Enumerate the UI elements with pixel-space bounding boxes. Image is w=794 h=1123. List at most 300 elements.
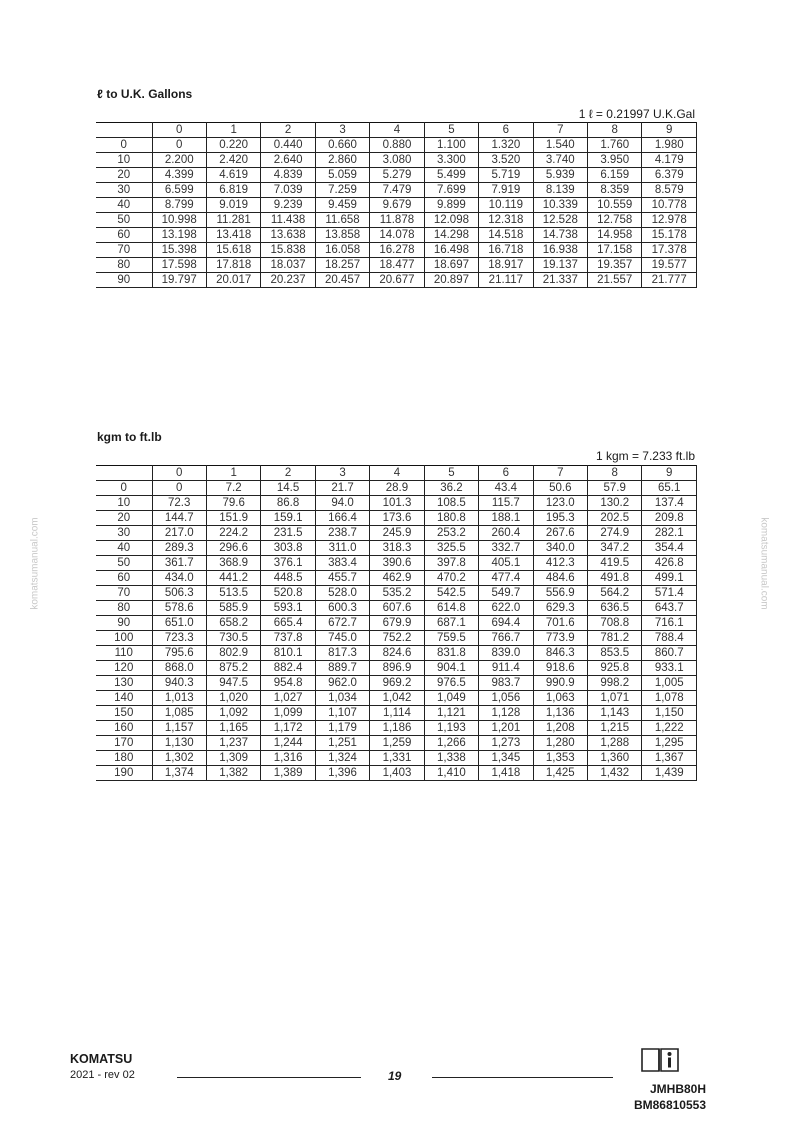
table-cell: 43.4 (479, 481, 533, 496)
table-cell: 426.8 (642, 556, 697, 571)
table-cell: 593.1 (261, 601, 315, 616)
column-header: 4 (370, 466, 424, 481)
table-cell: 144.7 (152, 511, 206, 526)
table-cell: 4.619 (206, 168, 260, 183)
table-cell: 253.2 (424, 526, 478, 541)
table-cell: 15.178 (642, 228, 697, 243)
table-cell: 6.599 (152, 183, 206, 198)
table-cell: 10.339 (533, 198, 587, 213)
book-info-icon (640, 1046, 682, 1074)
table-cell: 21.117 (479, 273, 533, 288)
table-cell: 296.6 (206, 541, 260, 556)
table-cell: 1,302 (152, 751, 206, 766)
table-cell: 9.019 (206, 198, 260, 213)
table-cell: 1,410 (424, 766, 478, 781)
table-cell: 21.7 (315, 481, 369, 496)
table-cell: 1,150 (642, 706, 697, 721)
table-cell: 1,439 (642, 766, 697, 781)
table-cell: 130.2 (588, 496, 642, 511)
table-cell: 5.059 (315, 168, 369, 183)
table-cell: 9.459 (315, 198, 369, 213)
table-cell: 1.540 (533, 138, 587, 153)
table-cell: 245.9 (370, 526, 424, 541)
table-cell: 16.058 (315, 243, 369, 258)
table-row (96, 138, 697, 153)
table-cell: 860.7 (642, 646, 697, 661)
table-cell: 0 (152, 481, 206, 496)
table-cell: 166.4 (315, 511, 369, 526)
table-cell: 499.1 (642, 571, 697, 586)
table-cell: 180.8 (424, 511, 478, 526)
footer-rule-right (432, 1077, 613, 1078)
row-header: 50 (96, 213, 152, 228)
table-cell: 5.279 (370, 168, 424, 183)
table-cell: 1,432 (588, 766, 642, 781)
table-cell: 340.0 (533, 541, 587, 556)
table-cell: 3.950 (588, 153, 642, 168)
table-cell: 998.2 (588, 676, 642, 691)
table-cell: 0.440 (261, 138, 315, 153)
table-cell: 14.298 (424, 228, 478, 243)
table-cell: 390.6 (370, 556, 424, 571)
table-cell: 101.3 (370, 496, 424, 511)
table-cell: 347.2 (588, 541, 642, 556)
table-cell: 195.3 (533, 511, 587, 526)
column-header: 3 (315, 466, 369, 481)
table-cell: 224.2 (206, 526, 260, 541)
table-cell: 0.880 (370, 138, 424, 153)
table-cell: 11.658 (315, 213, 369, 228)
table-cell: 701.6 (533, 616, 587, 631)
table-cell: 18.257 (315, 258, 369, 273)
row-header: 120 (96, 661, 152, 676)
table-cell: 19.137 (533, 258, 587, 273)
table-row (96, 706, 697, 721)
table-cell: 846.3 (533, 646, 587, 661)
table-cell: 462.9 (370, 571, 424, 586)
table-cell: 354.4 (642, 541, 697, 556)
table-cell: 16.278 (370, 243, 424, 258)
row-header: 80 (96, 258, 152, 273)
table-cell: 3.080 (370, 153, 424, 168)
table-row (96, 183, 697, 198)
column-header: 6 (479, 466, 533, 481)
table-cell: 1,324 (315, 751, 369, 766)
table-cell: 1,367 (642, 751, 697, 766)
table-cell: 13.198 (152, 228, 206, 243)
table-cell: 889.7 (315, 661, 369, 676)
table-cell: 5.719 (479, 168, 533, 183)
table-cell: 123.0 (533, 496, 587, 511)
table-cell: 636.5 (588, 601, 642, 616)
table-cell: 14.738 (533, 228, 587, 243)
table-cell: 687.1 (424, 616, 478, 631)
table-cell: 8.359 (588, 183, 642, 198)
table-cell: 1,020 (206, 691, 260, 706)
row-header: 190 (96, 766, 152, 781)
table-cell: 1.100 (424, 138, 478, 153)
table-cell: 1,114 (370, 706, 424, 721)
column-header: 1 (206, 123, 260, 138)
table-cell: 535.2 (370, 586, 424, 601)
table-cell: 325.5 (424, 541, 478, 556)
table-cell: 376.1 (261, 556, 315, 571)
table-cell: 1,099 (261, 706, 315, 721)
table-cell: 520.8 (261, 586, 315, 601)
table-cell: 1,034 (315, 691, 369, 706)
table-cell: 1,280 (533, 736, 587, 751)
table-cell: 19.797 (152, 273, 206, 288)
footer-revision: 2021 - rev 02 (70, 1069, 135, 1081)
table-cell: 1.980 (642, 138, 697, 153)
row-header: 140 (96, 691, 152, 706)
column-header: 0 (152, 466, 206, 481)
table-cell: 20.677 (370, 273, 424, 288)
header-corner-cell (96, 123, 152, 138)
table-cell: 115.7 (479, 496, 533, 511)
table-cell: 57.9 (588, 481, 642, 496)
table-cell: 419.5 (588, 556, 642, 571)
table-cell: 8.139 (533, 183, 587, 198)
table-cell: 231.5 (261, 526, 315, 541)
part-number: BM86810553 (633, 1098, 706, 1112)
table-cell: 933.1 (642, 661, 697, 676)
table-cell: 1,309 (206, 751, 260, 766)
table-cell: 1,403 (370, 766, 424, 781)
table-cell: 990.9 (533, 676, 587, 691)
table-cell: 766.7 (479, 631, 533, 646)
table-cell: 15.618 (206, 243, 260, 258)
row-header: 180 (96, 751, 152, 766)
table-cell: 1,172 (261, 721, 315, 736)
table-cell: 622.0 (479, 601, 533, 616)
table-cell: 802.9 (206, 646, 260, 661)
table-cell: 1,259 (370, 736, 424, 751)
table-cell: 332.7 (479, 541, 533, 556)
table-cell: 11.878 (370, 213, 424, 228)
table-cell: 455.7 (315, 571, 369, 586)
column-header: 7 (533, 466, 587, 481)
table-cell: 14.5 (261, 481, 315, 496)
row-header: 40 (96, 198, 152, 213)
table-cell: 904.1 (424, 661, 478, 676)
table-cell: 1,208 (533, 721, 587, 736)
table-cell: 318.3 (370, 541, 424, 556)
table-cell: 896.9 (370, 661, 424, 676)
table-cell: 1,165 (206, 721, 260, 736)
table-cell: 868.0 (152, 661, 206, 676)
table-cell: 1,251 (315, 736, 369, 751)
table-cell: 679.9 (370, 616, 424, 631)
table-cell: 1,288 (588, 736, 642, 751)
table-cell: 470.2 (424, 571, 478, 586)
header-corner-cell (96, 466, 152, 481)
row-header: 90 (96, 273, 152, 288)
table-cell: 159.1 (261, 511, 315, 526)
table-cell: 513.5 (206, 586, 260, 601)
table-cell: 18.917 (479, 258, 533, 273)
column-header: 4 (370, 123, 424, 138)
table-cell: 17.598 (152, 258, 206, 273)
table-cell: 1.320 (479, 138, 533, 153)
row-header: 170 (96, 736, 152, 751)
table-cell: 368.9 (206, 556, 260, 571)
row-header: 0 (96, 138, 152, 153)
table-cell: 20.457 (315, 273, 369, 288)
table-cell: 665.4 (261, 616, 315, 631)
table-cell: 578.6 (152, 601, 206, 616)
table-cell: 108.5 (424, 496, 478, 511)
table-cell: 781.2 (588, 631, 642, 646)
table-cell: 976.5 (424, 676, 478, 691)
table-cell: 405.1 (479, 556, 533, 571)
table-cell: 983.7 (479, 676, 533, 691)
column-header: 0 (152, 123, 206, 138)
table-row (96, 168, 697, 183)
row-header: 20 (96, 168, 152, 183)
column-header: 8 (588, 123, 642, 138)
table-cell: 1,338 (424, 751, 478, 766)
table-row (96, 751, 697, 766)
table-cell: 1,063 (533, 691, 587, 706)
row-header: 70 (96, 243, 152, 258)
page-number: 19 (388, 1069, 402, 1083)
column-header: 9 (642, 466, 697, 481)
table-cell: 477.4 (479, 571, 533, 586)
table-cell: 788.4 (642, 631, 697, 646)
table-cell: 303.8 (261, 541, 315, 556)
table-row (96, 556, 697, 571)
table-cell: 629.3 (533, 601, 587, 616)
table-cell: 1,316 (261, 751, 315, 766)
table-cell: 1,389 (261, 766, 315, 781)
table-cell: 441.2 (206, 571, 260, 586)
table-cell: 274.9 (588, 526, 642, 541)
table-cell: 1,345 (479, 751, 533, 766)
table-cell: 585.9 (206, 601, 260, 616)
table-cell: 7.259 (315, 183, 369, 198)
table-cell: 940.3 (152, 676, 206, 691)
table-cell: 12.098 (424, 213, 478, 228)
table-cell: 12.318 (479, 213, 533, 228)
table-cell: 2.860 (315, 153, 369, 168)
table-cell: 1,042 (370, 691, 424, 706)
table-cell: 1,273 (479, 736, 533, 751)
table-cell: 1,425 (533, 766, 587, 781)
table-cell: 10.559 (588, 198, 642, 213)
table-row (96, 213, 697, 228)
table-cell: 6.819 (206, 183, 260, 198)
table-cell: 831.8 (424, 646, 478, 661)
table-cell: 795.6 (152, 646, 206, 661)
table-cell: 1,215 (588, 721, 642, 736)
table-row (96, 646, 697, 661)
table-cell: 16.498 (424, 243, 478, 258)
table-cell: 1,078 (642, 691, 697, 706)
table-cell: 853.5 (588, 646, 642, 661)
table-cell: 14.518 (479, 228, 533, 243)
table-cell: 1,331 (370, 751, 424, 766)
table-cell: 1,121 (424, 706, 478, 721)
table-cell: 1,005 (642, 676, 697, 691)
table-cell: 571.4 (642, 586, 697, 601)
table-cell: 2.640 (261, 153, 315, 168)
table-cell: 1,295 (642, 736, 697, 751)
kgm-conversion-table (96, 465, 697, 781)
table-cell: 1,128 (479, 706, 533, 721)
table-cell: 1,396 (315, 766, 369, 781)
table-cell: 3.740 (533, 153, 587, 168)
table-cell: 10.119 (479, 198, 533, 213)
table-row (96, 691, 697, 706)
table-cell: 9.899 (424, 198, 478, 213)
table-cell: 13.418 (206, 228, 260, 243)
table-row (96, 198, 697, 213)
table-row (96, 511, 697, 526)
table-cell: 1,353 (533, 751, 587, 766)
table-cell: 730.5 (206, 631, 260, 646)
table-cell: 1,013 (152, 691, 206, 706)
table-cell: 412.3 (533, 556, 587, 571)
table-cell: 21.777 (642, 273, 697, 288)
table-cell: 4.179 (642, 153, 697, 168)
table-cell: 506.3 (152, 586, 206, 601)
row-header: 130 (96, 676, 152, 691)
table-cell: 745.0 (315, 631, 369, 646)
row-header: 20 (96, 511, 152, 526)
table-cell: 2.200 (152, 153, 206, 168)
table-cell: 1,201 (479, 721, 533, 736)
table-cell: 15.398 (152, 243, 206, 258)
table-cell: 1,266 (424, 736, 478, 751)
table-cell: 549.7 (479, 586, 533, 601)
footer-rule-left (177, 1077, 361, 1078)
table-header-row (96, 466, 697, 481)
table-row (96, 571, 697, 586)
table-cell: 19.357 (588, 258, 642, 273)
table-cell: 65.1 (642, 481, 697, 496)
gallons-conversion-table (96, 122, 697, 288)
table-cell: 9.239 (261, 198, 315, 213)
column-header: 5 (424, 466, 478, 481)
table-cell: 1,374 (152, 766, 206, 781)
column-header: 7 (533, 123, 587, 138)
table-cell: 7.479 (370, 183, 424, 198)
document-code: JMHB80H (649, 1082, 706, 1096)
table-cell: 1,244 (261, 736, 315, 751)
table-cell: 1,130 (152, 736, 206, 751)
table-cell: 607.6 (370, 601, 424, 616)
table-row (96, 721, 697, 736)
table-cell: 824.6 (370, 646, 424, 661)
table-cell: 10.998 (152, 213, 206, 228)
row-header: 0 (96, 481, 152, 496)
table-row (96, 766, 697, 781)
row-header: 150 (96, 706, 152, 721)
table-cell: 202.5 (588, 511, 642, 526)
table-cell: 16.718 (479, 243, 533, 258)
table-cell: 20.017 (206, 273, 260, 288)
table-cell: 21.337 (533, 273, 587, 288)
table-cell: 528.0 (315, 586, 369, 601)
table-cell: 672.7 (315, 616, 369, 631)
table-cell: 875.2 (206, 661, 260, 676)
table-cell: 614.8 (424, 601, 478, 616)
table-cell: 14.078 (370, 228, 424, 243)
table-cell: 8.799 (152, 198, 206, 213)
table-cell: 19.577 (642, 258, 697, 273)
table-cell: 962.0 (315, 676, 369, 691)
table-cell: 28.9 (370, 481, 424, 496)
table-cell: 491.8 (588, 571, 642, 586)
row-header: 70 (96, 586, 152, 601)
table-cell: 238.7 (315, 526, 369, 541)
table-cell: 173.6 (370, 511, 424, 526)
table-cell: 484.6 (533, 571, 587, 586)
gallons-conversion-ratio: 1 ℓ = 0.21997 U.K.Gal (578, 107, 695, 121)
table-cell: 86.8 (261, 496, 315, 511)
table-cell: 5.939 (533, 168, 587, 183)
column-header: 6 (479, 123, 533, 138)
table-cell: 7.039 (261, 183, 315, 198)
table-cell: 397.8 (424, 556, 478, 571)
table-cell: 17.818 (206, 258, 260, 273)
column-header: 9 (642, 123, 697, 138)
table-cell: 72.3 (152, 496, 206, 511)
table-row (96, 631, 697, 646)
table-row (96, 661, 697, 676)
table-cell: 282.1 (642, 526, 697, 541)
kgm-conversion-ratio: 1 kgm = 7.233 ft.lb (595, 449, 695, 463)
table-cell: 1,157 (152, 721, 206, 736)
table-cell: 2.420 (206, 153, 260, 168)
row-header: 90 (96, 616, 152, 631)
table-row (96, 541, 697, 556)
table-cell: 737.8 (261, 631, 315, 646)
table-cell: 4.839 (261, 168, 315, 183)
table-cell: 0.660 (315, 138, 369, 153)
watermark-left: komatsumanual.com (29, 517, 41, 610)
table-cell: 643.7 (642, 601, 697, 616)
table-cell: 7.919 (479, 183, 533, 198)
table-cell: 7.699 (424, 183, 478, 198)
row-header: 160 (96, 721, 152, 736)
row-header: 30 (96, 526, 152, 541)
table-cell: 6.379 (642, 168, 697, 183)
table-cell: 759.5 (424, 631, 478, 646)
table-row (96, 496, 697, 511)
table-row (96, 676, 697, 691)
row-header: 10 (96, 153, 152, 168)
table-cell: 3.300 (424, 153, 478, 168)
table-cell: 18.477 (370, 258, 424, 273)
table-cell: 13.638 (261, 228, 315, 243)
column-header: 8 (588, 466, 642, 481)
table-cell: 0.220 (206, 138, 260, 153)
table-cell: 1,418 (479, 766, 533, 781)
table-cell: 882.4 (261, 661, 315, 676)
table-cell: 810.1 (261, 646, 315, 661)
table-cell: 564.2 (588, 586, 642, 601)
table-row (96, 243, 697, 258)
table-cell: 1,085 (152, 706, 206, 721)
table-cell: 11.281 (206, 213, 260, 228)
kgm-table-title: kgm to ft.lb (97, 430, 162, 444)
table-cell: 12.528 (533, 213, 587, 228)
row-header: 60 (96, 228, 152, 243)
table-cell: 9.679 (370, 198, 424, 213)
table-cell: 1,092 (206, 706, 260, 721)
